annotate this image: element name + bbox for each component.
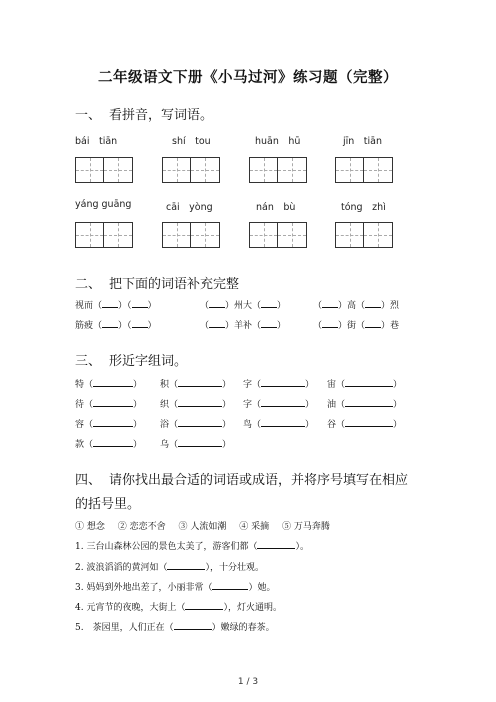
writing-grid[interactable] [249,157,307,183]
pinyin-label: huān hū [255,136,301,147]
shape-row: 款（ ） [75,440,143,450]
fill-row-2c: （ ）街（ ）巷 [313,321,400,331]
blank[interactable] [178,378,222,387]
question: 3. 妈妈到外地出差了，小丽非常（ ）她。 [75,583,276,593]
fill-row-1c: （ ）高（ ）烈 [313,301,400,311]
blank[interactable] [93,378,133,387]
section-text: 看拼音，写词语。 [109,108,214,123]
blank[interactable] [93,398,133,407]
shape-row: 字（ ） [243,400,315,410]
option: ② 恋恋不舍 [117,522,166,532]
page-number: 1 / 3 [237,677,259,687]
question: 5. 茶园里，人们正在（ ）嫩绿的春茶。 [75,623,275,633]
blank[interactable] [322,319,338,328]
pinyin-label: bái tiān [75,136,118,147]
writing-grid[interactable] [335,157,393,183]
blank[interactable] [178,438,222,447]
option: ⑤ 万马奔腾 [282,522,330,532]
fill-row-2b: （ ）羊补（ ） [200,321,287,331]
blank[interactable] [178,418,222,427]
option: ① 想念 [75,522,105,532]
pinyin-label: yáng guāng [75,199,132,210]
blank[interactable] [261,378,305,387]
blank[interactable] [257,540,295,549]
shape-row: 乌（ ） [160,440,232,450]
blank[interactable] [132,319,148,328]
shape-row: 特（ ） [75,380,143,390]
blank[interactable] [185,601,223,610]
writing-grid[interactable] [162,157,220,183]
pinyin-label: tóng zhì [341,202,386,213]
writing-grid[interactable] [335,222,393,248]
blank[interactable] [345,378,393,387]
question: 2. 波浪滔滔的黄河如（ ），十分壮观。 [75,563,264,573]
shape-row: 容（ ） [75,420,143,430]
shape-row: 积（ ） [160,380,232,390]
section-text: 请你找出最合适的词语或成语，并将序号填写在相应 [109,473,409,488]
blank[interactable] [365,319,381,328]
section-text: 把下面的词语补充完整 [109,277,240,292]
blank[interactable] [174,621,212,630]
section-number: 一、 [75,108,102,123]
blank[interactable] [345,398,393,407]
section-number: 三、 [75,354,102,369]
blank[interactable] [345,418,393,427]
shape-row: 浴（ ） [160,420,232,430]
blank[interactable] [261,319,277,328]
shape-row: 织（ ） [160,400,232,410]
shape-row: 宙（ ） [327,380,403,390]
shape-row: 待（ ） [75,400,143,410]
blank[interactable] [365,299,381,308]
writing-grid[interactable] [75,157,133,183]
blank[interactable] [261,299,277,308]
blank[interactable] [209,319,225,328]
word-options [75,519,340,532]
blank[interactable] [93,418,133,427]
pinyin-label: jīn tiān [343,136,383,147]
pinyin-label: cāi yòng [166,202,213,213]
section-4-heading [75,469,408,488]
section-3-heading [75,350,187,369]
blank[interactable] [261,418,305,427]
blank[interactable] [167,561,205,570]
pinyin-label: shí tou [172,136,211,147]
blank[interactable] [93,438,133,447]
question: 1. 三台山森林公园的景色太美了，游客们都（ ）。 [75,542,309,552]
blank[interactable] [322,299,338,308]
blank[interactable] [209,299,225,308]
shape-row: 字（ ） [243,380,315,390]
section-text: 形近字组词。 [109,354,188,369]
blank[interactable] [178,398,222,407]
blank[interactable] [102,319,118,328]
fill-row-2: 筋疲（ ）（ ） [75,321,157,331]
option: ④ 采摘 [239,522,270,532]
section-4-heading-cont: 的括号里。 [75,497,141,512]
section-number: 四、 [75,473,102,488]
fill-row-1b: （ ）州大（ ） [200,301,287,311]
blank[interactable] [132,299,148,308]
fill-row-1: 视而（ ）（ ） [75,301,157,311]
blank[interactable] [261,398,305,407]
page-title: 二年级语文下册《小马过河》练习题（完整） [98,69,398,86]
writing-grid[interactable] [75,222,133,248]
writing-grid[interactable] [162,222,220,248]
pinyin-label: nán bù [256,202,296,213]
writing-grid[interactable] [249,222,307,248]
blank[interactable] [212,581,248,590]
shape-row: 谷（ ） [327,420,403,430]
section-1-heading [75,104,213,123]
shape-row: 油（ ） [327,400,403,410]
shape-row: 鸟（ ） [243,420,315,430]
section-number: 二、 [75,277,102,292]
question: 4. 元宵节的夜晚，大街上（ ），灯火通明。 [75,603,282,613]
section-2-heading [75,273,239,292]
blank[interactable] [102,299,118,308]
option: ③ 人流如潮 [178,522,227,532]
